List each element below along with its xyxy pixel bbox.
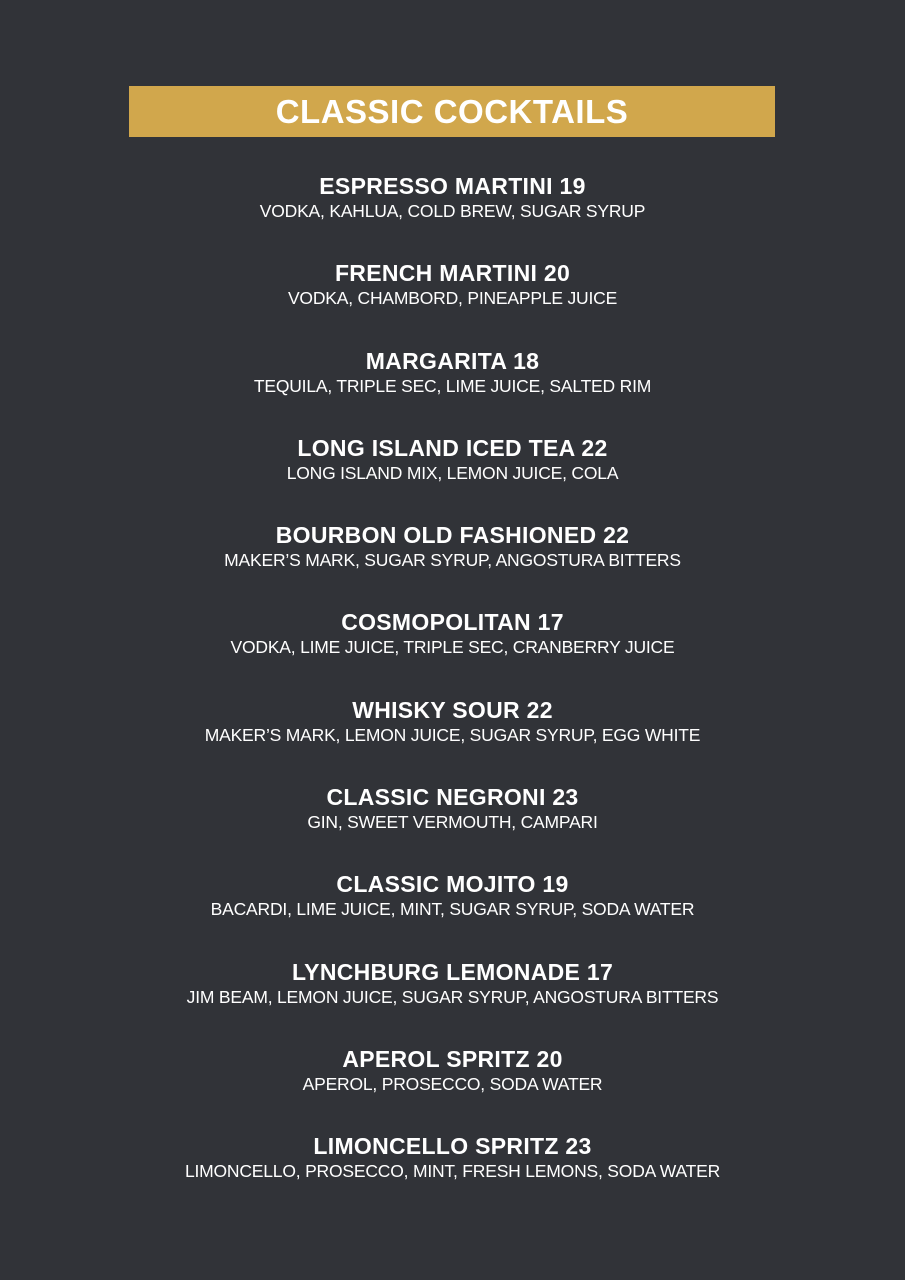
title-banner: [129, 86, 775, 137]
cocktail-name: WHISKY SOUR 22: [352, 696, 553, 723]
cocktail-ingredients: GIN, SWEET VERMOUTH, CAMPARI: [307, 812, 598, 833]
menu-item: [0, 347, 905, 434]
cocktail-ingredients: APEROL, PROSECCO, SODA WATER: [302, 1073, 603, 1094]
cocktail-ingredients: VODKA, KAHLUA, COLD BREW, SUGAR SYRUP: [259, 201, 646, 221]
menu-title: CLASSIC COCKTAILS: [275, 93, 629, 130]
menu-item: [0, 172, 905, 259]
cocktail-name: CLASSIC NEGRONI 23: [326, 784, 579, 811]
cocktail-name: FRENCH MARTINI 20: [334, 260, 571, 287]
cocktail-name: LIMONCELLO SPRITZ 23: [313, 1133, 592, 1160]
cocktail-ingredients: BACARDI, LIME JUICE, MINT, SUGAR SYRUP, SODA WATER: [210, 899, 695, 920]
cocktail-ingredients: MAKER’S MARK, SUGAR SYRUP, ANGOSTURA BITTERS: [224, 550, 681, 571]
cocktail-ingredients: MAKER’S MARK, LEMON JUICE, SUGAR SYRUP, EGG WHITE: [204, 724, 701, 745]
cocktail-name: LONG ISLAND ICED TEA 22: [297, 434, 608, 461]
menu-item: [0, 870, 905, 957]
cocktail-ingredients: JIM BEAM, LEMON JUICE, SUGAR SYRUP, ANGOSTURA BITTERS: [186, 986, 719, 1007]
cocktail-name: MARGARITA 18: [365, 347, 540, 374]
menu-item: [0, 1045, 905, 1132]
menu-item: [0, 696, 905, 783]
menu-item: [0, 259, 905, 346]
cocktail-name: APEROL SPRITZ 20: [342, 1045, 563, 1072]
menu-item: [0, 1132, 905, 1219]
menu-item: [0, 608, 905, 695]
cocktail-ingredients: LONG ISLAND MIX, LEMON JUICE, COLA: [286, 462, 619, 483]
cocktail-ingredients: LIMONCELLO, PROSECCO, MINT, FRESH LEMONS, SODA WATER: [184, 1161, 721, 1182]
cocktail-name: CLASSIC MOJITO 19: [336, 871, 569, 898]
cocktail-name: LYNCHBURG LEMONADE 17: [291, 958, 614, 985]
cocktail-ingredients: TEQUILA, TRIPLE SEC, LIME JUICE, SALTED RIM: [253, 375, 652, 396]
menu-item: [0, 521, 905, 608]
cocktail-name: ESPRESSO MARTINI 19: [319, 173, 586, 199]
cocktail-ingredients: VODKA, LIME JUICE, TRIPLE SEC, CRANBERRY JUICE: [230, 637, 675, 658]
menu-item: [0, 783, 905, 870]
cocktail-name: BOURBON OLD FASHIONED 22: [275, 522, 630, 549]
cocktail-list: [0, 172, 905, 1220]
menu-item: [0, 958, 905, 1045]
cocktail-name: COSMOPOLITAN 17: [341, 609, 564, 636]
cocktail-ingredients: VODKA, CHAMBORD, PINEAPPLE JUICE: [287, 288, 618, 309]
menu-item: [0, 434, 905, 521]
